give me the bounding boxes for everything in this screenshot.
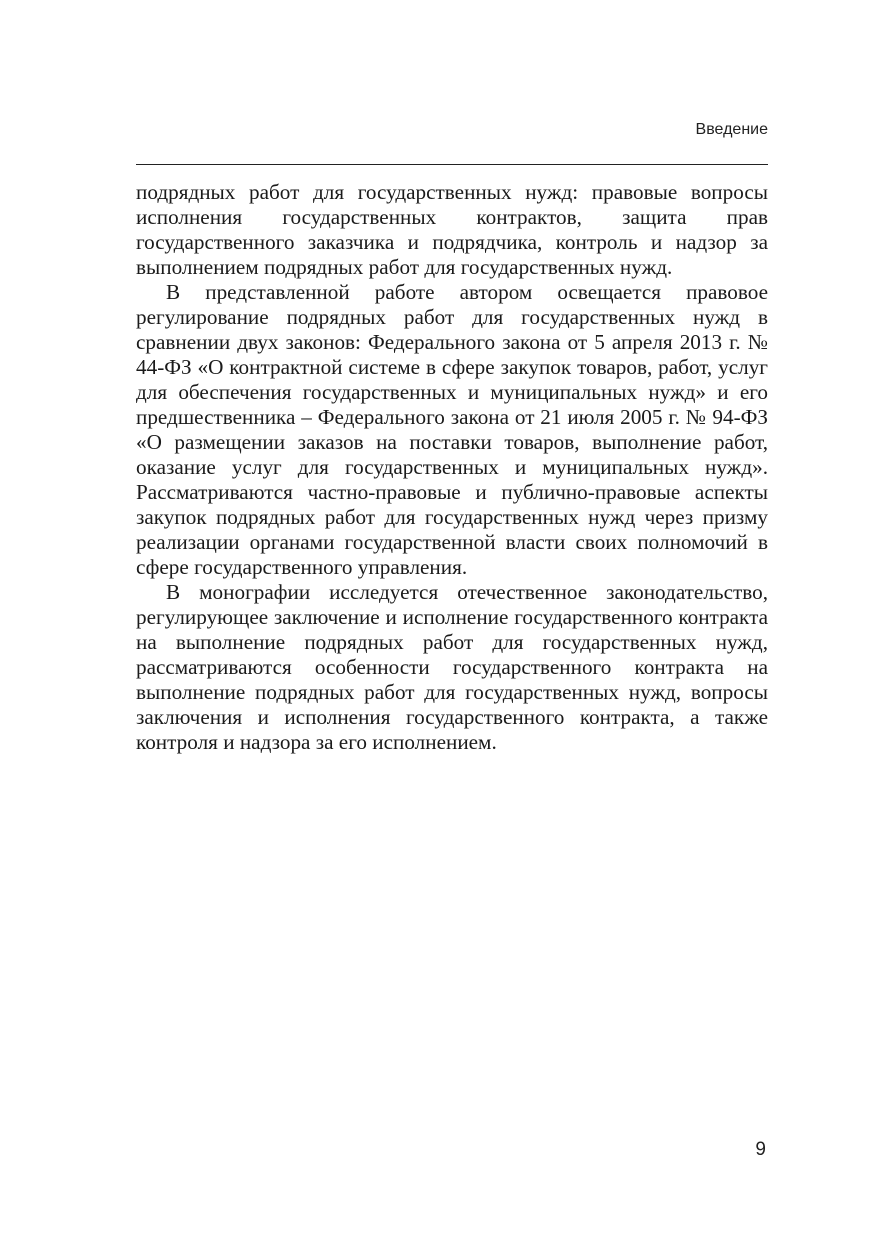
- running-header: Введение: [695, 121, 768, 138]
- paragraph: В представленной работе автором освещается правовое регулирование подрядных работ для государственных нужд в сравнении двух законов: Федерального закона от 5 апреля 2013 г. № 44-ФЗ «О контрактной системе в сфере закупок товаров, работ, услуг для обеспечения государственных и муниципальных нужд» и его предшественника – Федерального закона от 21 июля 2005 г. № 94-ФЗ «О размещении заказов на поставки товаров, выполнение работ, оказание услуг для государственных и муниципальных нужд». Рассматриваются частно-правовые и публично-правовые аспекты закупок подрядных работ для государственных нужд через призму реализации органами государственной власти своих полномочий в сфере государственного управления.: [136, 280, 768, 579]
- paragraph: В монографии исследуется отечественное законодательство, регулирующее заключение и исполнение государственного контракта на выполнение подрядных работ для государственных нужд, рассматриваются особенности государственного контракта на выполнение подрядных работ для государственных нужд, вопросы заключения и исполнения государственного контракта, а также контроля и надзора за его исполнением.: [136, 580, 768, 754]
- page-number: 9: [755, 1139, 766, 1160]
- header-rule: [136, 164, 768, 165]
- body-text: [136, 180, 768, 755]
- paragraph-continuation: подрядных работ для государственных нужд: правовые вопросы исполнения государственных контрактов, защита прав государственного заказчика и подрядчика, контроль и надзор за выполнением подрядных работ для государственных нужд.: [136, 180, 768, 279]
